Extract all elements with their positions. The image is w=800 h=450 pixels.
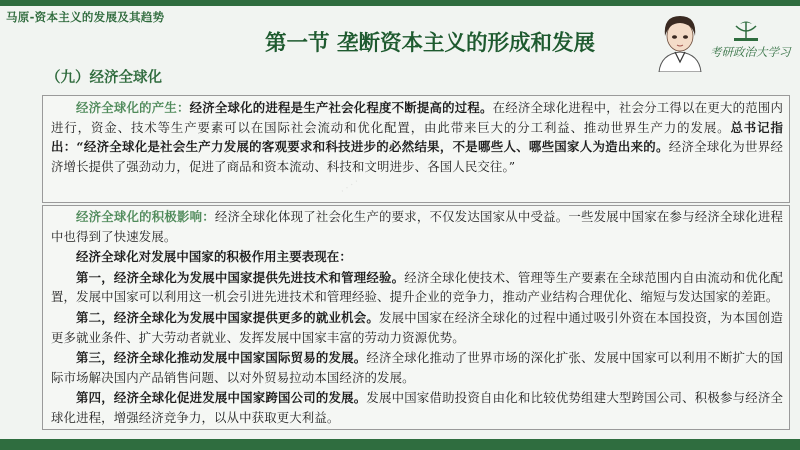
impact-intro: 经济全球化体现了社会化生产的要求，不仅发达国家从中受益。一些发展中国家在参与经济全球化进程中也得到了快速发展。: [51, 209, 783, 244]
origin-term: 经济全球化的产生：: [76, 100, 190, 115]
origin-quote-rest: 经济全球化为世界经济增长提供了强劲动力，促进了商品和资本流动、科技和文明进步、各国人民交往。”: [51, 139, 783, 174]
impact-point-body: 发展中国家借助投资自由化和比较优势组建大型跨国公司、积极参与经济全球化进程，增强经济竞争力，以从中获取更大利益。: [51, 390, 784, 425]
impact-point-body: 经济全球化推动了世界市场的深化扩张、发展中国家可以利用不断扩大的国际市场解决国内产品销售问题、以对外贸易拉动本国经济的发展。: [51, 350, 784, 385]
impact-lead: 经济全球化对发展中国家的积极作用主要表现在：: [76, 249, 352, 265]
origin-paragraph: [43, 96, 789, 176]
impact-point-1: [43, 267, 789, 307]
watermark: · · · ·: [338, 177, 362, 197]
svg-text:考研政治大学习: 考研政治大学习: [710, 45, 791, 59]
impact-point-2: [43, 307, 789, 347]
impact-point-head: 第三，经济全球化推动发展中国家国际贸易的发展。: [76, 350, 367, 366]
impact-point-body: 发展中国家在经济全球化的过程中通过吸引外资在本国投资，为本国创造更多就业条件、扩大劳动者就业、发挥发展中国家丰富的劳动力资源优势。: [51, 309, 783, 345]
subject-label: 马原-资本主义的发展及其趋势: [6, 10, 165, 24]
impact-textbox: [42, 205, 790, 430]
impact-intro-paragraph: [43, 206, 789, 246]
impact-point-body: 经济全球化使技术、管理等生产要素在全球范围内自由流动和优化配置，发展中国家可以利用这一机会引进先进技术和管理经验、提升企业的竞争力，推动产业结构合理优化、缩短与发达国家的差距。: [51, 269, 784, 305]
brand-logo: [710, 18, 794, 68]
section-heading: （九）经济全球化: [46, 70, 162, 86]
impact-point-4: [43, 387, 789, 427]
impact-point-head: 第二，经济全球化为发展中国家提供更多的就业机会。: [76, 309, 380, 325]
impact-point-3: [43, 347, 789, 387]
page-title: 第一节 垄断资本主义的形成和发展: [265, 31, 595, 56]
origin-quote-bold: 总书记指出：“经济全球化是社会生产力发展的客观要求和科技进步的必然结果，不是哪些人、哪些国家人为造出来的。: [51, 119, 783, 155]
origin-sentence-1-bold: 经济全球化的进程是生产社会化程度不断提高的过程。: [189, 100, 493, 115]
teacher-avatar: [651, 10, 709, 72]
impact-term: 经济全球化的积极影响：: [76, 209, 215, 224]
bottom-accent-bar: [0, 439, 800, 450]
top-accent-bar: [0, 0, 800, 6]
origin-sentence-1: 在经济全球化进程中，社会分工得以在更大的范围内进行，资金、技术等生产要素可以在国际社会流动和优化配置，由此带来巨大的分工利益、推动世界生产力的发展。: [51, 100, 783, 135]
impact-point-head: 第一，经济全球化为发展中国家提供先进技术和管理经验。: [76, 269, 405, 285]
impact-point-head: 第四，经济全球化促进发展中国家跨国公司的发展。: [76, 390, 367, 406]
origin-textbox: [42, 95, 790, 203]
